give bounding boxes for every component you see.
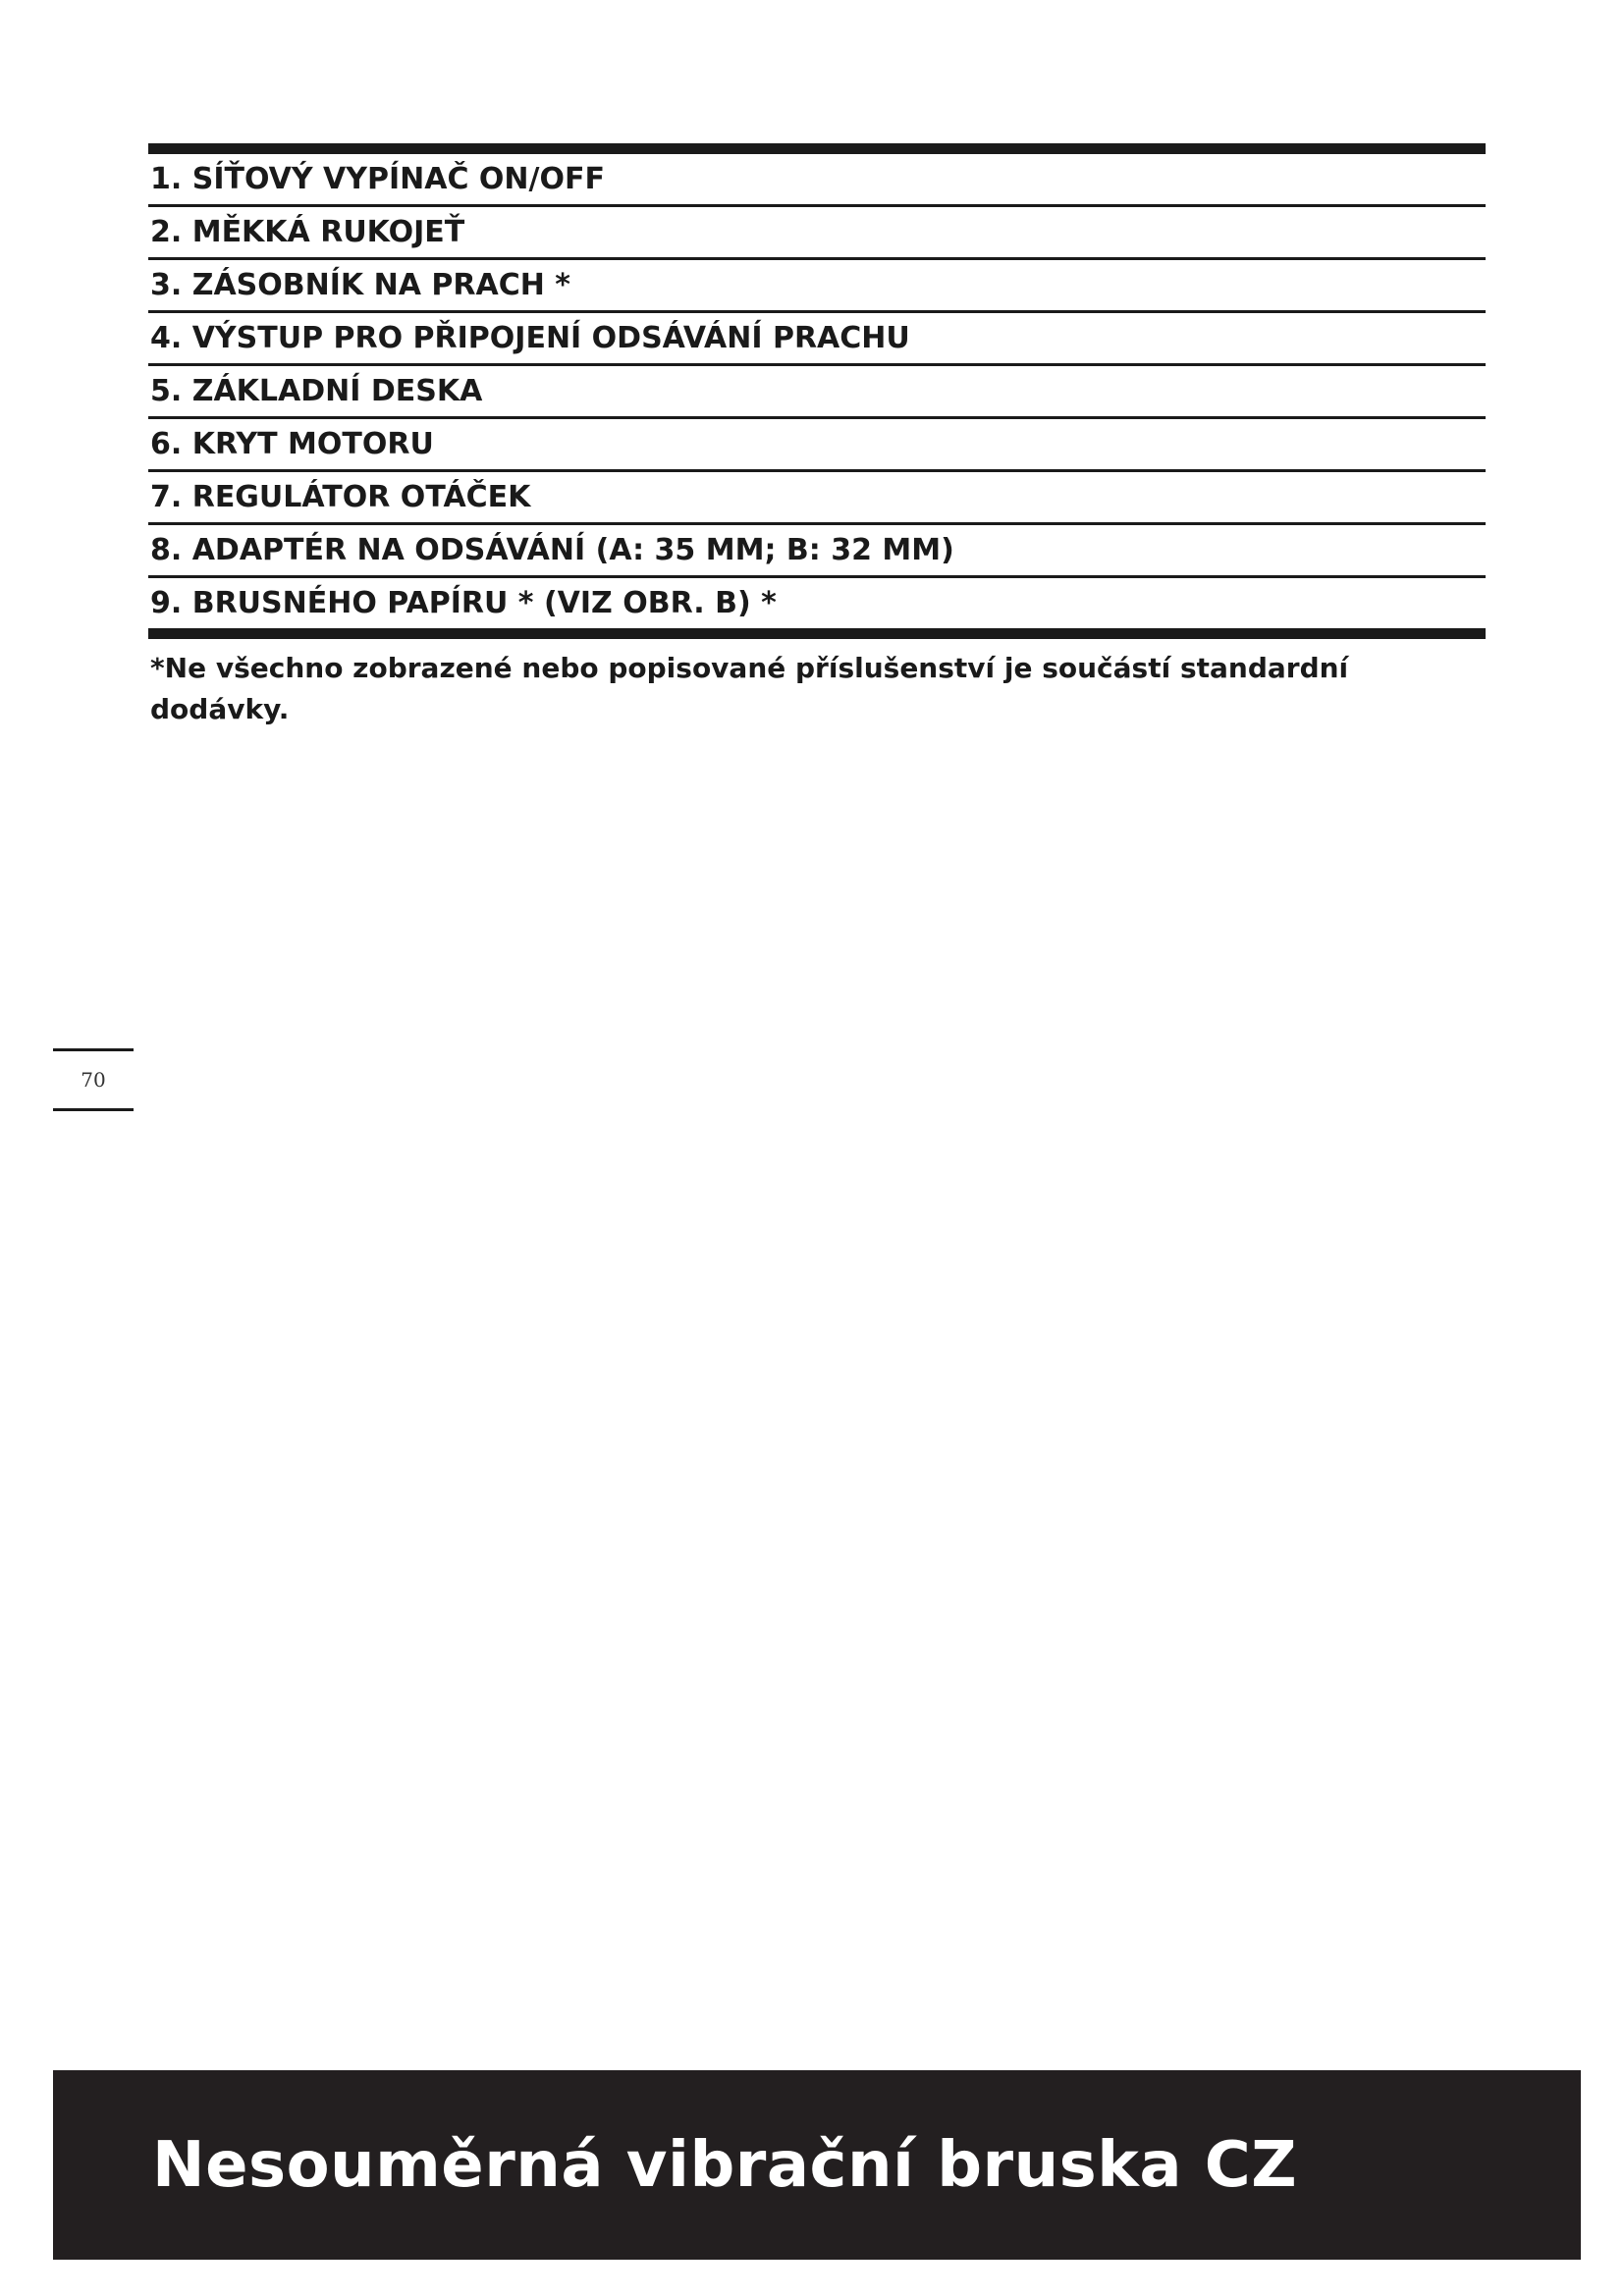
part-item-4: 4. VÝSTUP PRO PŘIPOJENÍ ODSÁVÁNÍ PRACHU — [148, 313, 1486, 366]
footer-title: Nesouměrná vibrační bruska CZ — [152, 2128, 1298, 2202]
part-item-7: 7. REGULÁTOR OTÁČEK — [148, 472, 1486, 525]
part-item-5: 5. ZÁKLADNÍ DESKA — [148, 366, 1486, 419]
part-item-9: 9. BRUSNÉHO PAPÍRU * (VIZ OBR. B) * — [150, 586, 777, 620]
accessories-footnote: *Ne všechno zobrazené nebo popisované příslušenství je součástí standardní dodávky. — [150, 652, 1349, 725]
part-item-1: 1. SÍŤOVÝ VYPÍNAČ ON/OFF — [148, 154, 1486, 207]
part-item-3: 3. ZÁSOBNÍK NA PRACH * — [148, 260, 1486, 313]
part-item-6: 6. KRYT MOTORU — [148, 419, 1486, 472]
parts-list — [148, 143, 1486, 639]
page-number: 70 — [53, 1048, 134, 1111]
part-item-8: 8. ADAPTÉR NA ODSÁVÁNÍ (A: 35 MM; B: 32 MM) — [148, 525, 1486, 578]
part-item-2: 2. MĚKKÁ RUKOJEŤ — [148, 207, 1486, 260]
footer-bar — [53, 2070, 1581, 2260]
